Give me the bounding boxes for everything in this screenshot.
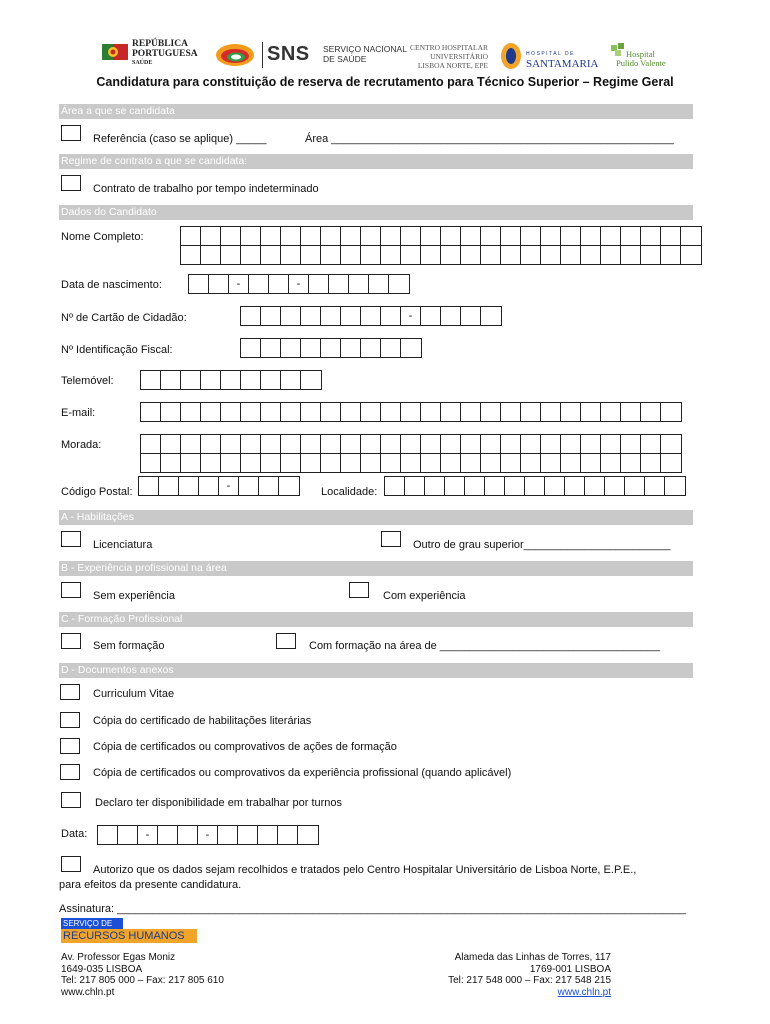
grid-cell[interactable] <box>281 246 301 264</box>
grid-cell[interactable] <box>209 275 229 293</box>
grid-cell[interactable] <box>641 227 661 245</box>
grid-cell[interactable] <box>241 307 261 325</box>
grid-cell[interactable] <box>301 339 321 357</box>
grid-cell[interactable] <box>381 227 401 245</box>
grid-cell[interactable] <box>241 227 261 245</box>
grid-cell[interactable] <box>261 339 281 357</box>
grid-cell[interactable] <box>641 403 661 421</box>
sns-swirl-logo <box>214 42 256 68</box>
grid-cell[interactable] <box>269 275 289 293</box>
grid-cell[interactable] <box>98 826 118 844</box>
chln-logo: CENTRO HOSPITALAR UNIVERSITÁRIO LISBOA NORTE, EPE <box>410 43 488 70</box>
grid-cell[interactable] <box>161 435 181 453</box>
grid-cell[interactable] <box>461 403 481 421</box>
codigo-postal-field[interactable] <box>138 476 300 496</box>
hospital-pulido-valente-logo: Hospital Pulido Valente <box>610 42 680 72</box>
grid-cell[interactable] <box>161 371 181 389</box>
sns-logo-text: SNS <box>267 43 310 65</box>
grid-cell[interactable] <box>361 403 381 421</box>
grid-separator-cell[interactable]: - <box>219 477 239 495</box>
grid-cell[interactable] <box>581 227 601 245</box>
grid-cell[interactable] <box>541 227 561 245</box>
grid-cell[interactable] <box>521 227 541 245</box>
grid-cell[interactable] <box>401 403 421 421</box>
grid-cell[interactable] <box>241 246 261 264</box>
grid-cell[interactable] <box>199 477 219 495</box>
grid-cell[interactable] <box>465 477 485 495</box>
grid-separator-cell[interactable]: - <box>138 826 158 844</box>
grid-cell[interactable] <box>301 454 321 472</box>
grid-cell[interactable] <box>661 246 681 264</box>
nome-label: Nome Completo: <box>61 231 144 243</box>
footer-address-left: Av. Professor Egas Moniz 1649-035 LISBOA Tel: 217 805 000 – Fax: 217 805 610 www.chln.pt <box>61 952 224 998</box>
grid-cell[interactable] <box>141 371 161 389</box>
sem-experiencia-label: Sem experiência <box>93 590 175 602</box>
grid-cell[interactable] <box>425 477 445 495</box>
grid-cell[interactable] <box>421 454 441 472</box>
grid-cell[interactable] <box>321 246 341 264</box>
grid-cell[interactable] <box>321 227 341 245</box>
grid-cell[interactable] <box>281 403 301 421</box>
nascimento-field[interactable] <box>188 274 410 294</box>
email-label: E-mail: <box>61 407 96 419</box>
grid-cell[interactable] <box>661 403 681 421</box>
section-experiencia-header: B - Experiência profissional na área <box>59 561 693 576</box>
grid-cell[interactable] <box>561 435 581 453</box>
grid-cell[interactable] <box>261 435 281 453</box>
grid-cell[interactable] <box>201 454 221 472</box>
grid-cell[interactable] <box>441 403 461 421</box>
grid-cell[interactable] <box>278 826 298 844</box>
section-documentos-header: D - Documentos anexos <box>59 663 693 678</box>
nome-field[interactable] <box>180 226 702 265</box>
com-formacao-label: Com formação na área de ____________________________________ <box>309 640 661 652</box>
grid-cell[interactable] <box>201 371 221 389</box>
grid-cell[interactable] <box>181 227 201 245</box>
grid-cell[interactable] <box>461 454 481 472</box>
section-formacao-header: C - Formação Profissional <box>59 612 693 627</box>
section-dados-header: Dados do Candidato <box>59 205 693 220</box>
grid-cell[interactable] <box>601 454 621 472</box>
sem-formacao-label: Sem formação <box>93 640 165 652</box>
grid-cell[interactable] <box>261 454 281 472</box>
grid-cell[interactable] <box>561 403 581 421</box>
morada-field[interactable] <box>140 434 682 473</box>
grid-separator-cell[interactable]: - <box>289 275 309 293</box>
grid-cell[interactable] <box>601 246 621 264</box>
grid-separator-cell[interactable]: - <box>198 826 218 844</box>
flag-emblem-icon <box>100 40 130 64</box>
email-field[interactable] <box>140 402 682 422</box>
grid-cell[interactable] <box>485 477 505 495</box>
grid-cell[interactable] <box>501 246 521 264</box>
grid-cell[interactable] <box>521 403 541 421</box>
grid-row <box>98 826 318 844</box>
footer-address-right: Alameda das Linhas de Torres, 117 1769-001 LISBOA Tel: 217 548 000 – Fax: 217 548 215 www.chln.pt <box>448 952 611 998</box>
grid-separator-cell[interactable]: - <box>401 307 421 325</box>
grid-cell[interactable] <box>221 246 241 264</box>
santa-maria-emblem-icon <box>500 42 522 70</box>
grid-cell[interactable] <box>541 454 561 472</box>
grid-cell[interactable] <box>261 307 281 325</box>
logo-divider <box>262 42 263 68</box>
grid-cell[interactable] <box>321 403 341 421</box>
grid-cell[interactable] <box>681 227 701 245</box>
morada-label: Morada: <box>61 439 102 451</box>
grid-cell[interactable] <box>661 435 681 453</box>
grid-cell[interactable] <box>641 246 661 264</box>
data-field[interactable] <box>97 825 319 845</box>
grid-cell[interactable] <box>505 477 525 495</box>
grid-cell[interactable] <box>481 403 501 421</box>
grid-row <box>141 453 681 472</box>
rh-badge: RECURSOS HUMANOS <box>61 929 197 943</box>
grid-cell[interactable] <box>341 454 361 472</box>
grid-row <box>141 403 681 421</box>
sns-name: SERVIÇO NACIONAL DE SAÚDE <box>323 44 407 64</box>
grid-cell[interactable] <box>181 246 201 264</box>
grid-cell[interactable] <box>521 454 541 472</box>
formacao-certificados-label: Cópia de certificados ou comprovativos de ações de formação <box>93 741 397 753</box>
grid-cell[interactable] <box>561 227 581 245</box>
autorizo-text-line2: para efeitos da presente candidatura. <box>59 879 242 891</box>
grid-row <box>241 307 501 325</box>
grid-cell[interactable] <box>301 246 321 264</box>
grid-cell[interactable] <box>118 826 138 844</box>
grid-cell[interactable] <box>158 826 178 844</box>
cartao-field[interactable] <box>240 306 502 326</box>
grid-cell[interactable] <box>581 454 601 472</box>
grid-cell[interactable] <box>321 307 341 325</box>
com-experiencia-checkbox[interactable] <box>349 582 369 598</box>
grid-cell[interactable] <box>381 307 401 325</box>
grid-cell[interactable] <box>258 826 278 844</box>
grid-cell[interactable] <box>181 454 201 472</box>
grid-row <box>141 371 321 389</box>
grid-cell[interactable] <box>541 435 561 453</box>
grid-cell[interactable] <box>565 477 585 495</box>
grid-cell[interactable] <box>249 275 269 293</box>
grid-cell[interactable] <box>201 246 221 264</box>
grid-cell[interactable] <box>261 246 281 264</box>
grid-cell[interactable] <box>261 227 281 245</box>
grid-cell[interactable] <box>241 403 261 421</box>
grid-cell[interactable] <box>221 454 241 472</box>
rh-servico-badge: SERVIÇO DE <box>61 918 123 929</box>
grid-cell[interactable] <box>581 246 601 264</box>
grid-cell[interactable] <box>561 454 581 472</box>
sem-experiencia-checkbox[interactable] <box>61 582 81 598</box>
grid-cell[interactable] <box>361 339 381 357</box>
grid-cell[interactable] <box>389 275 409 293</box>
data-label: Data: <box>61 828 88 840</box>
contrato-label: Contrato de trabalho por tempo indeterminado <box>93 183 319 195</box>
grid-cell[interactable] <box>401 246 421 264</box>
section-habilitacoes-header: A - Habilitações <box>59 510 693 525</box>
grid-cell[interactable] <box>541 403 561 421</box>
footer-website-right[interactable]: www.chln.pt <box>557 986 611 998</box>
grid-cell[interactable] <box>279 477 299 495</box>
grid-cell[interactable] <box>178 826 198 844</box>
localidade-label: Localidade: <box>321 486 378 498</box>
grid-cell[interactable] <box>301 371 321 389</box>
grid-cell[interactable] <box>501 227 521 245</box>
grid-cell[interactable] <box>481 246 501 264</box>
grid-cell[interactable] <box>261 403 281 421</box>
grid-cell[interactable] <box>441 435 461 453</box>
hospital-santa-maria-logo: HOSPITAL DE SANTAMARIA <box>500 42 600 72</box>
grid-cell[interactable] <box>661 454 681 472</box>
grid-cell[interactable] <box>441 246 461 264</box>
footer-website-left[interactable]: www.chln.pt <box>61 986 115 998</box>
grid-cell[interactable] <box>341 246 361 264</box>
grid-cell[interactable] <box>421 307 441 325</box>
grid-cell[interactable] <box>381 435 401 453</box>
grid-cell[interactable] <box>281 454 301 472</box>
grid-cell[interactable] <box>361 307 381 325</box>
grid-row <box>385 477 685 495</box>
grid-cell[interactable] <box>361 246 381 264</box>
grid-cell[interactable] <box>585 477 605 495</box>
grid-cell[interactable] <box>441 454 461 472</box>
contrato-indeterminado-checkbox[interactable] <box>61 175 81 191</box>
licenciatura-label: Licenciatura <box>93 539 153 551</box>
grid-separator-cell[interactable]: - <box>229 275 249 293</box>
grid-cell[interactable] <box>461 435 481 453</box>
grid-cell[interactable] <box>541 246 561 264</box>
grid-cell[interactable] <box>501 435 521 453</box>
grid-cell[interactable] <box>605 477 625 495</box>
grid-cell[interactable] <box>181 403 201 421</box>
experiencia-certificados-label: Cópia de certificados ou comprovativos da experiência profissional (quando aplicável) <box>93 767 512 779</box>
grid-cell[interactable] <box>201 403 221 421</box>
grid-cell[interactable] <box>581 435 601 453</box>
autorizo-checkbox[interactable] <box>61 856 81 872</box>
com-experiencia-label: Com experiência <box>383 590 466 602</box>
grid-cell[interactable] <box>381 454 401 472</box>
grid-cell[interactable] <box>621 435 641 453</box>
grid-cell[interactable] <box>401 227 421 245</box>
grid-row <box>181 227 701 245</box>
grid-cell[interactable] <box>381 403 401 421</box>
nascimento-label: Data de nascimento: <box>61 279 162 291</box>
grid-cell[interactable] <box>545 477 565 495</box>
formacao-certificados-checkbox[interactable] <box>60 738 80 754</box>
turnos-label: Declaro ter disponibilidade em trabalhar por turnos <box>95 797 343 809</box>
grid-cell[interactable] <box>621 246 641 264</box>
grid-cell[interactable] <box>681 246 701 264</box>
grid-cell[interactable] <box>241 371 261 389</box>
grid-cell[interactable] <box>281 307 301 325</box>
grid-cell[interactable] <box>621 403 641 421</box>
cartao-label: Nº de Cartão de Cidadão: <box>61 312 187 324</box>
grid-cell[interactable] <box>401 339 421 357</box>
grid-cell[interactable] <box>481 454 501 472</box>
grid-cell[interactable] <box>241 339 261 357</box>
republica-portuguesa-logo <box>100 40 212 66</box>
grid-cell[interactable] <box>141 435 161 453</box>
grid-cell[interactable] <box>141 403 161 421</box>
grid-cell[interactable] <box>341 227 361 245</box>
grid-cell[interactable] <box>321 339 341 357</box>
sem-formacao-checkbox[interactable] <box>61 633 81 649</box>
grid-cell[interactable] <box>621 454 641 472</box>
grid-cell[interactable] <box>381 339 401 357</box>
habilitacoes-certificado-checkbox[interactable] <box>60 712 80 728</box>
grid-cell[interactable] <box>601 403 621 421</box>
republica-text: REPÚBLICA PORTUGUESA SAÚDE <box>132 39 198 66</box>
localidade-field[interactable] <box>384 476 686 496</box>
referencia-checkbox[interactable] <box>61 125 81 141</box>
grid-cell[interactable] <box>281 435 301 453</box>
grid-cell[interactable] <box>401 435 421 453</box>
grid-cell[interactable] <box>341 307 361 325</box>
grid-cell[interactable] <box>421 227 441 245</box>
grid-cell[interactable] <box>441 227 461 245</box>
grid-cell[interactable] <box>405 477 425 495</box>
grid-row <box>181 245 701 264</box>
grid-cell[interactable] <box>665 477 685 495</box>
grid-cell[interactable] <box>321 435 341 453</box>
grid-cell[interactable] <box>601 227 621 245</box>
grid-cell[interactable] <box>385 477 405 495</box>
grid-cell[interactable] <box>181 435 201 453</box>
grid-cell[interactable] <box>645 477 665 495</box>
grid-cell[interactable] <box>281 227 301 245</box>
grid-cell[interactable] <box>421 246 441 264</box>
grid-cell[interactable] <box>141 454 161 472</box>
grid-cell[interactable] <box>641 435 661 453</box>
cv-checkbox[interactable] <box>60 684 80 700</box>
grid-cell[interactable] <box>181 371 201 389</box>
grid-cell[interactable] <box>349 275 369 293</box>
page-title: Candidatura para constituição de reserva de recrutamento para Técnico Superior – Regime Geral <box>96 75 674 89</box>
grid-cell[interactable] <box>461 227 481 245</box>
grid-cell[interactable] <box>461 307 481 325</box>
grid-cell[interactable] <box>481 307 501 325</box>
grid-cell[interactable] <box>341 339 361 357</box>
cv-label: Curriculum Vitae <box>93 688 175 700</box>
nif-field[interactable] <box>240 338 422 358</box>
telemovel-field[interactable] <box>140 370 322 390</box>
grid-cell[interactable] <box>561 246 581 264</box>
grid-cell[interactable] <box>301 227 321 245</box>
grid-cell[interactable] <box>369 275 389 293</box>
grid-cell[interactable] <box>481 227 501 245</box>
grid-cell[interactable] <box>301 307 321 325</box>
grid-row <box>241 339 421 357</box>
grid-cell[interactable] <box>221 435 241 453</box>
grid-cell[interactable] <box>445 477 465 495</box>
turnos-checkbox[interactable] <box>61 792 81 808</box>
grid-cell[interactable] <box>241 435 261 453</box>
grid-cell[interactable] <box>341 403 361 421</box>
grid-cell[interactable] <box>525 477 545 495</box>
grid-cell[interactable] <box>621 227 641 245</box>
grid-cell[interactable] <box>441 307 461 325</box>
grid-cell[interactable] <box>189 275 209 293</box>
grid-cell[interactable] <box>238 826 258 844</box>
grid-cell[interactable] <box>159 477 179 495</box>
grid-cell[interactable] <box>625 477 645 495</box>
grid-cell[interactable] <box>321 454 341 472</box>
area-field-label: Área ________________________________________________________ <box>305 133 674 145</box>
section-regime-header: Regime de contrato a que se candidata: <box>59 154 693 169</box>
habilitacoes-certificado-label: Cópia do certificado de habilitações literárias <box>93 715 312 727</box>
grid-cell[interactable] <box>309 275 329 293</box>
grid-cell[interactable] <box>461 246 481 264</box>
assinatura-line[interactable]: Assinatura: _____________________________________________________________________________________________ <box>59 903 687 915</box>
com-formacao-checkbox[interactable] <box>276 633 296 649</box>
sns-swirl-icon <box>214 42 256 68</box>
grid-cell[interactable] <box>641 454 661 472</box>
grid-cell[interactable] <box>201 435 221 453</box>
grid-cell[interactable] <box>301 435 321 453</box>
grid-cell[interactable] <box>261 371 281 389</box>
grid-cell[interactable] <box>259 477 279 495</box>
grid-cell[interactable] <box>661 227 681 245</box>
grid-cell[interactable] <box>221 227 241 245</box>
autorizo-text-line1: Autorizo que os dados sejam recolhidos e tratados pelo Centro Hospitalar Universitário de Lisboa Norte, E.P.E., <box>93 864 637 876</box>
grid-cell[interactable] <box>421 403 441 421</box>
grid-cell[interactable] <box>221 371 241 389</box>
grid-row <box>189 275 409 293</box>
grid-cell[interactable] <box>481 435 501 453</box>
grid-cell[interactable] <box>329 275 349 293</box>
nif-label: Nº Identificação Fiscal: <box>61 344 173 356</box>
grid-cell[interactable] <box>241 454 261 472</box>
grid-cell[interactable] <box>221 403 241 421</box>
grid-cell[interactable] <box>341 435 361 453</box>
grid-cell[interactable] <box>581 403 601 421</box>
grid-cell[interactable] <box>179 477 199 495</box>
grid-cell[interactable] <box>281 371 301 389</box>
grid-cell[interactable] <box>161 403 181 421</box>
grid-row <box>141 435 681 453</box>
grid-cell[interactable] <box>521 435 541 453</box>
grid-cell[interactable] <box>361 227 381 245</box>
grid-cell[interactable] <box>139 477 159 495</box>
codigo-postal-label: Código Postal: <box>61 486 133 498</box>
grid-cell[interactable] <box>161 454 181 472</box>
grid-cell[interactable] <box>381 246 401 264</box>
grid-cell[interactable] <box>281 339 301 357</box>
grid-cell[interactable] <box>218 826 238 844</box>
telemovel-label: Telemóvel: <box>61 375 114 387</box>
grid-cell[interactable] <box>521 246 541 264</box>
section-area-header: Área a que se candidata <box>59 104 693 119</box>
grid-cell[interactable] <box>361 435 381 453</box>
grid-cell[interactable] <box>239 477 259 495</box>
grid-row <box>139 477 299 495</box>
outro-grau-label: Outro de grau superior________________________ <box>413 539 671 551</box>
licenciatura-checkbox[interactable] <box>61 531 81 547</box>
grid-cell[interactable] <box>361 454 381 472</box>
outro-grau-checkbox[interactable] <box>381 531 401 547</box>
grid-cell[interactable] <box>501 454 521 472</box>
grid-cell[interactable] <box>298 826 318 844</box>
grid-cell[interactable] <box>421 435 441 453</box>
experiencia-certificados-checkbox[interactable] <box>60 764 80 780</box>
grid-cell[interactable] <box>501 403 521 421</box>
grid-cell[interactable] <box>201 227 221 245</box>
grid-cell[interactable] <box>401 454 421 472</box>
grid-cell[interactable] <box>301 403 321 421</box>
referencia-label: Referência (caso se aplique) _____ <box>93 133 267 145</box>
grid-cell[interactable] <box>601 435 621 453</box>
